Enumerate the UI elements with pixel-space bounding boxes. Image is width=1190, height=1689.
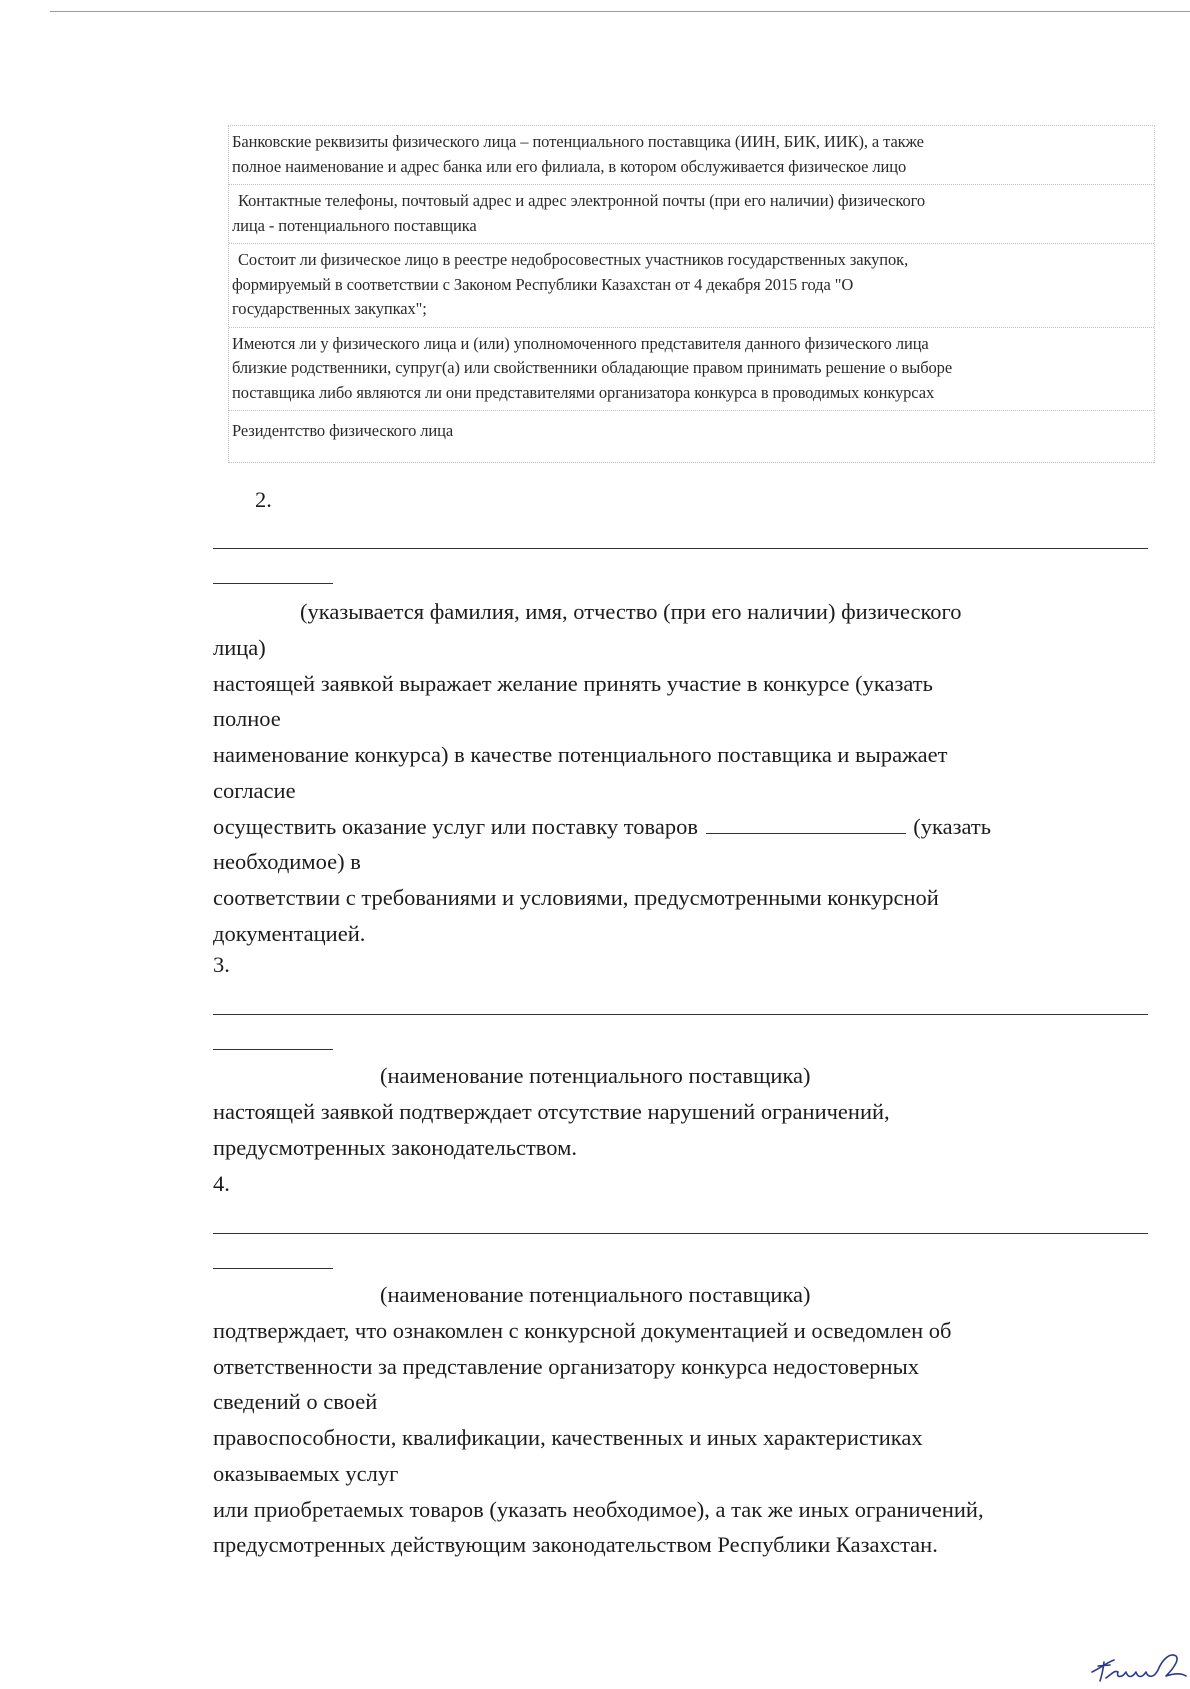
body-line: подтверждает, что ознакомлен с конкурсной документацией и осведомлен об [213, 1318, 952, 1343]
section-3-body [213, 1094, 1158, 1165]
body-line: согласие [213, 777, 296, 803]
fill-in-line [213, 1233, 1148, 1234]
row-text-line: полное наименование и адрес банка или его филиала, в котором обслуживается физическое лицо [232, 156, 907, 176]
body-text: (указать [913, 813, 991, 839]
body-line: настоящей заявкой подтверждает отсутствие нарушений ограничений, [213, 1099, 890, 1124]
section-2-body [213, 630, 1158, 951]
fill-in-line-continuation [213, 1268, 333, 1269]
row-text-line: формируемый в соответствии с Законом Республики Казахстан от 4 декабря 2015 года "О [232, 274, 854, 294]
table-row [229, 328, 1154, 412]
goods-services-blank [706, 811, 906, 834]
body-line: настоящей заявкой выражает желание принять участие в конкурсе (указать [213, 670, 933, 696]
body-line-with-blank [213, 809, 1158, 845]
body-line: предусмотренных законодательством. [213, 1134, 577, 1160]
body-line: оказываемых услуг [213, 1460, 399, 1486]
section-2-hint: (указывается фамилия, имя, отчество (при его наличии) физического [300, 599, 962, 624]
body-line: полное [213, 706, 281, 732]
fill-in-line [213, 1014, 1148, 1015]
row-text-line: Контактные телефоны, почтовый адрес и адрес электронной почты (при его наличии) физического [238, 191, 926, 210]
section-3-number: 3. [213, 952, 230, 977]
section-2-number: 2. [255, 487, 272, 512]
row-text-line: лица - потенциального поставщика [232, 215, 477, 235]
requisites-table [228, 125, 1155, 463]
top-border-line [50, 11, 1190, 12]
table-row [229, 185, 1154, 244]
section-4-body [213, 1313, 1158, 1563]
row-text-line: Состоит ли физическое лицо в реестре недобросовестных участников государственных закупок, [238, 250, 909, 269]
section-4-number: 4. [213, 1171, 230, 1196]
body-line: предусмотренных действующим законодательством Республики Казахстан. [213, 1532, 938, 1558]
body-line: правоспособности, квалификации, качественных и иных характеристиках [213, 1425, 923, 1451]
row-text-line: Банковские реквизиты физического лица – потенциального поставщика (ИИН, БИК, ИИК), а также [232, 132, 924, 151]
body-line: наименование конкурса) в качестве потенциального поставщика и выражает [213, 742, 948, 768]
table-row [229, 411, 1154, 463]
row-text-line: Имеются ли у физического лица и (или) уполномоченного представителя данного физического лица [232, 333, 929, 353]
body-line: соответствии с требованиями и условиями, предусмотренными конкурсной [213, 884, 939, 910]
fill-in-line-continuation [213, 1049, 333, 1050]
row-text-line: государственных закупках"; [232, 299, 427, 318]
section-3-hint: (наименование потенциального поставщика) [380, 1063, 811, 1088]
body-line: ответственности за представление организатору конкурса недостоверных [213, 1353, 919, 1379]
signature-icon [1088, 1648, 1188, 1684]
body-line: документацией. [213, 920, 366, 946]
scan-artifact [4, 16, 44, 34]
table-row [229, 126, 1154, 185]
fill-in-line [213, 548, 1148, 549]
body-line: или приобретаемых товаров (указать необходимое), а так же иных ограничений, [213, 1496, 984, 1522]
body-text: осуществить оказание услуг или поставку товаров [213, 813, 698, 839]
section-4-hint: (наименование потенциального поставщика) [380, 1282, 811, 1307]
row-text-line: поставщика либо являются ли они представителями организатора конкурса в проводимых конкурсах [232, 382, 935, 402]
body-line: сведений о своей [213, 1389, 378, 1415]
row-text-line: Резидентство физического лица [232, 421, 454, 440]
row-text-line: близкие родственники, супруг(а) или свойственники обладающие правом принимать решение о выборе [232, 358, 953, 377]
table-row [229, 244, 1154, 328]
body-line: необходимое) в [213, 849, 361, 875]
body-line: лица) [213, 635, 266, 660]
fill-in-line-continuation [213, 583, 333, 584]
